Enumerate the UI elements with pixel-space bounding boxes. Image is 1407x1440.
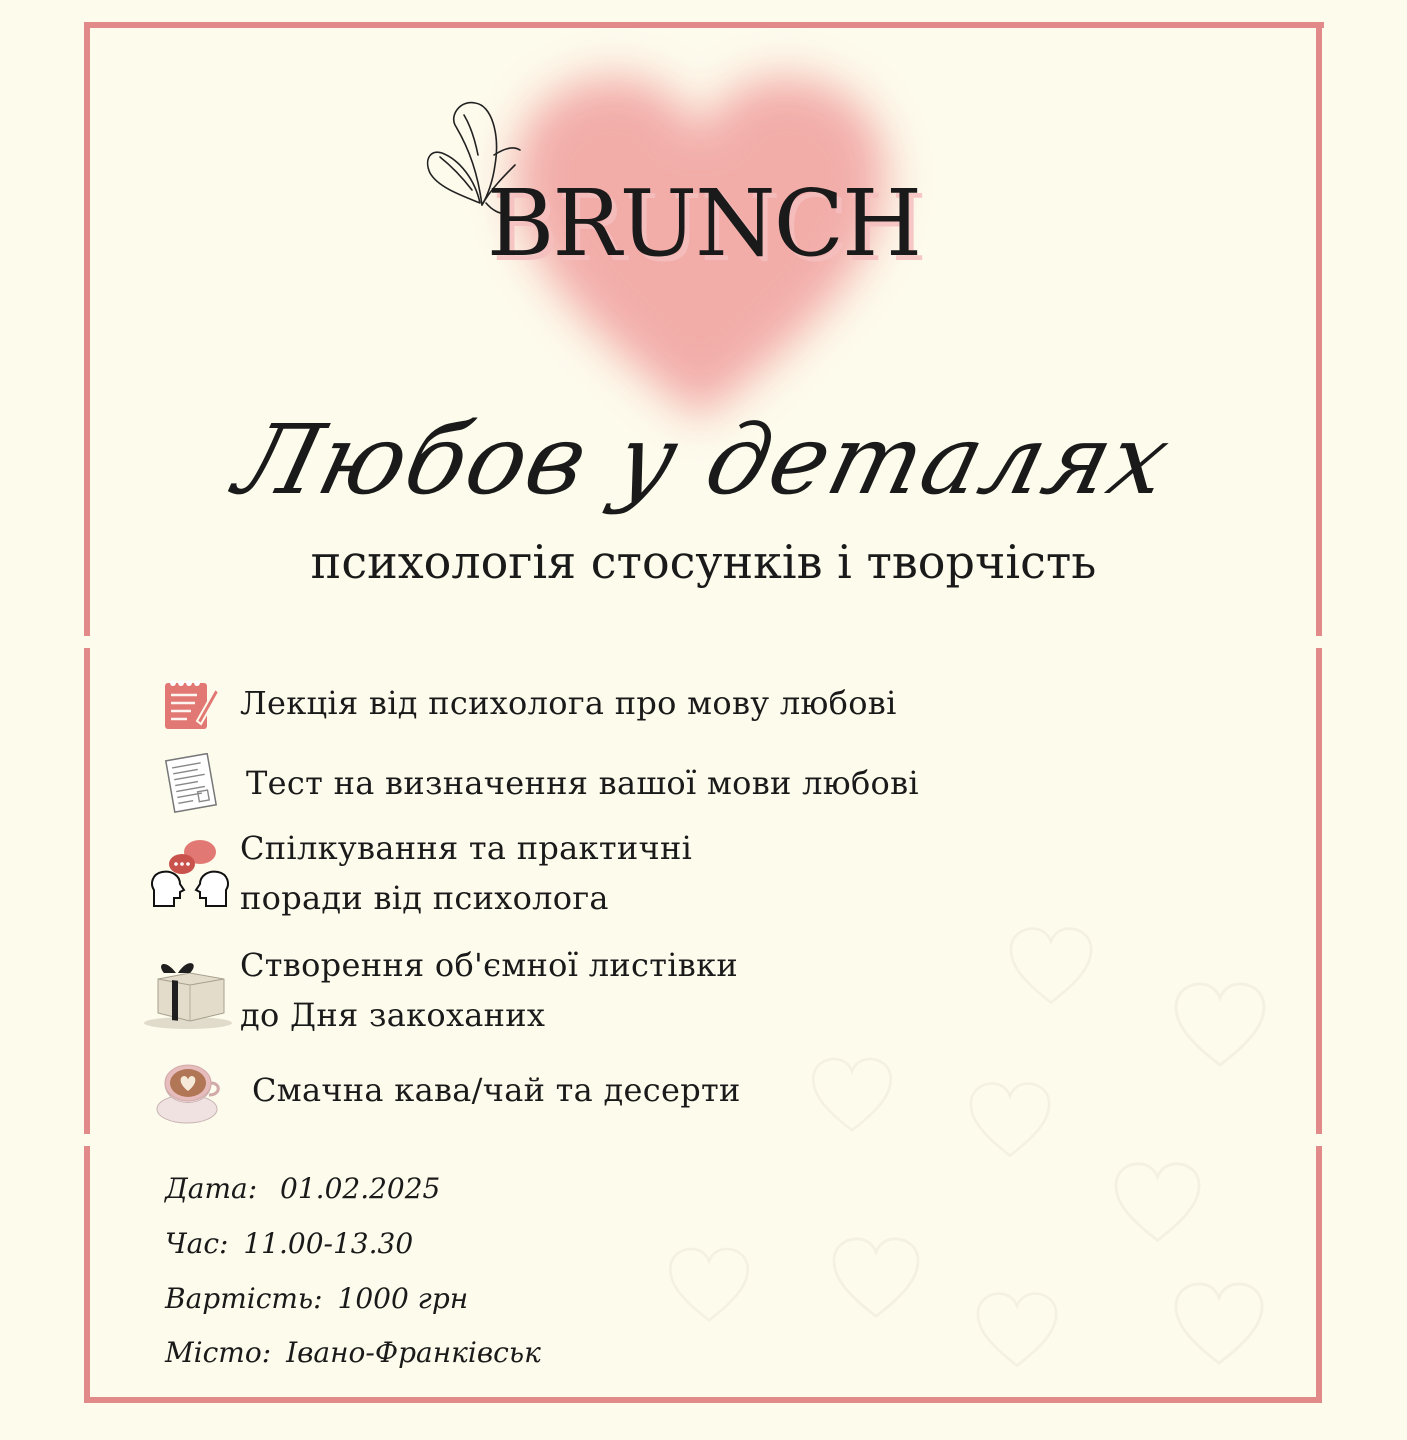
event-type-heading: BRUNCH [486,170,921,277]
program-item-label-line2: до Дня закоханих [240,996,546,1034]
program-item-card-making [140,940,738,1040]
decorative-heart-icon [965,1080,1055,1160]
price-value: 1000 грн [337,1282,469,1315]
program-item-label: Створення об'ємної листівки [240,946,739,984]
event-subtitle: психологія стосунків і творчість [310,535,1097,589]
program-item-coffee [140,1048,741,1132]
decorative-heart-icon [1005,925,1097,1007]
frame-top [84,22,1324,28]
frame-right-2 [1316,648,1322,1134]
event-city [165,1336,541,1370]
decorative-heart-icon [972,1290,1062,1370]
event-time [165,1227,413,1261]
program-item-label-block [240,823,692,923]
program-item-label: Тест на визначення вашої мови любові [246,764,919,802]
test-sheet-icon [140,748,240,818]
event-price [165,1282,468,1316]
program-item-label: Лекція від психолога про мову любові [240,684,897,722]
time-label: Час: [165,1227,229,1260]
decorative-heart-icon [828,1235,924,1321]
program-item-label-block [240,940,738,1040]
program-item-label-line2: поради від психолога [240,879,609,917]
frame-left-3 [84,1146,90,1403]
notepad-pencil-icon [140,668,240,738]
price-label: Вартість: [165,1282,323,1315]
decorative-heart-icon [665,1245,753,1325]
decorative-heart-icon [1170,980,1270,1070]
frame-bottom [84,1397,1320,1403]
program-item-lecture [140,668,897,738]
decorative-heart-icon [808,1055,896,1135]
gift-box-icon [140,940,240,1040]
city-value: Івано-Франківськ [286,1336,541,1369]
date-label: Дата: [165,1172,258,1205]
conversation-heads-icon [140,823,240,923]
coffee-cup-icon [140,1048,240,1132]
decorative-heart-icon [1170,1280,1268,1368]
program-item-communication [140,823,692,923]
program-item-test [140,748,919,818]
event-date [165,1172,440,1206]
frame-left-2 [84,648,90,1134]
decorative-heart-icon [1110,1160,1205,1245]
date-value: 01.02.2025 [280,1172,441,1205]
program-item-label: Спілкування та практичні [240,829,693,867]
frame-right-3 [1316,1146,1322,1403]
time-value: 11.00-13.30 [243,1227,414,1260]
event-title: Любов у деталях [225,404,1182,516]
program-item-label: Смачна кава/чай та десерти [252,1071,741,1109]
city-label: Місто: [165,1336,272,1369]
